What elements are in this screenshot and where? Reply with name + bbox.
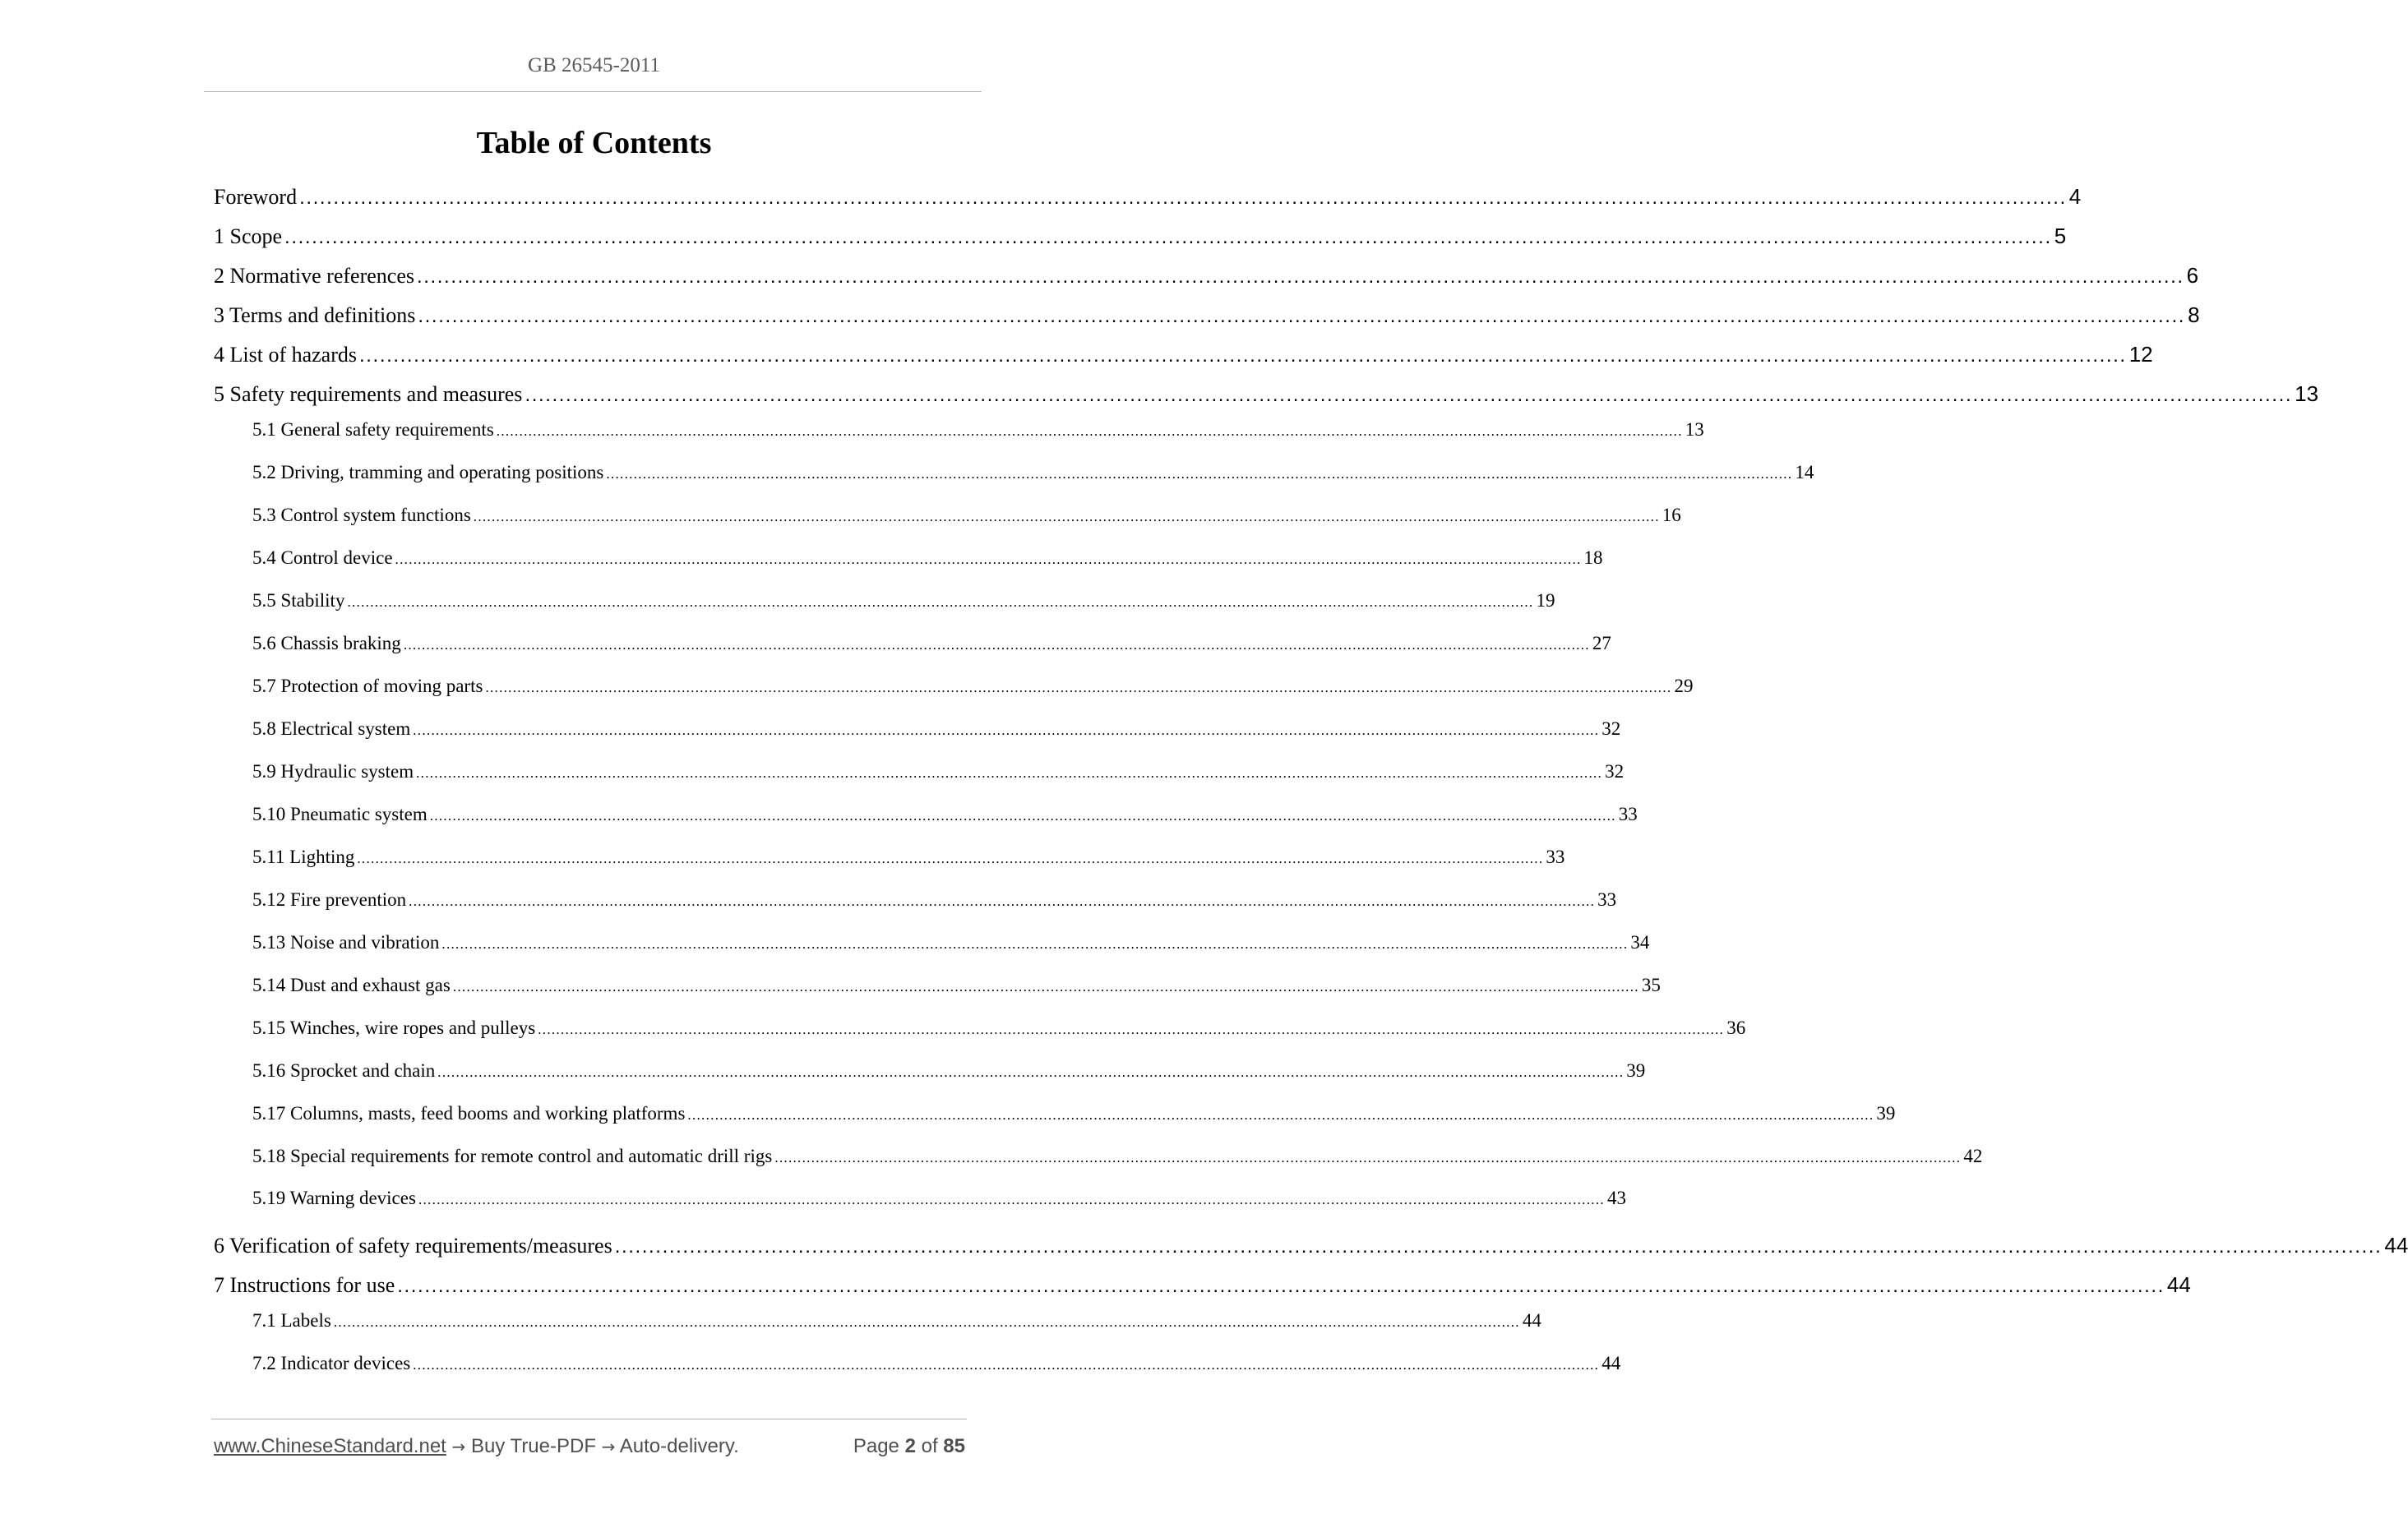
toc-entry-5-5[interactable] — [252, 590, 1555, 616]
toc-entry-5-18[interactable] — [252, 1146, 1983, 1172]
toc-dot-leader: .................................................................................................................................................................................................................................................................... — [452, 979, 1639, 995]
toc-entry-5-11[interactable] — [252, 847, 1565, 873]
toc-entry-page: 4 — [2068, 184, 2082, 209]
toc-entry-page: 44 — [2166, 1272, 2191, 1297]
toc-dot-leader: .................................................................................................................................................................................................................................................................... — [437, 1064, 1625, 1080]
site-link[interactable]: www.ChineseStandard.net — [214, 1435, 446, 1457]
toc-entry-page: 35 — [1641, 975, 1661, 995]
page-indicator — [853, 1435, 965, 1458]
toc-entry-5-6[interactable] — [252, 633, 1611, 659]
toc-entry-label: 4 List of hazards — [214, 343, 358, 367]
toc-entry-terms-and-definitions[interactable] — [214, 302, 2200, 332]
auto-delivery-text: Auto-delivery. — [619, 1435, 739, 1457]
toc-dot-leader: .................................................................................................................................................................................................................................................................... — [333, 1314, 1520, 1330]
toc-entry-label: 5.4 Control device — [252, 547, 393, 568]
toc-entry-5-10[interactable] — [252, 804, 1638, 830]
toc-entry-label: 1 Scope — [214, 224, 283, 248]
toc-dot-leader: .................................................................................................................................................................................................................................................................... — [299, 187, 2067, 209]
toc-dot-leader: .................................................................................................................................................................................................................................................................... — [397, 1275, 2165, 1297]
toc-entry-page: 29 — [1674, 676, 1694, 696]
toc-entry-page: 19 — [1536, 590, 1555, 611]
toc-dot-leader: .................................................................................................................................................................................................................................................................... — [418, 305, 2186, 327]
toc-entry-page: 32 — [1601, 718, 1621, 739]
of-word: of — [921, 1435, 938, 1457]
toc-dot-leader: .................................................................................................................................................................................................................................................................... — [347, 594, 1534, 610]
toc-entry-foreword[interactable] — [214, 184, 2082, 214]
current-page-number: 2 — [904, 1435, 916, 1457]
toc-entry-page: 42 — [1963, 1146, 1983, 1166]
toc-dot-leader: .................................................................................................................................................................................................................................................................... — [687, 1107, 1874, 1123]
toc-entry-7-1[interactable] — [252, 1310, 1541, 1336]
toc-entry-label: 7.1 Labels — [252, 1310, 331, 1331]
toc-entry-page: 14 — [1795, 462, 1814, 482]
toc-dot-leader: .................................................................................................................................................................................................................................................................... — [403, 637, 1590, 653]
toc-dot-leader: .................................................................................................................................................................................................................................................................... — [485, 680, 1672, 695]
toc-entry-label: 2 Normative references — [214, 264, 414, 288]
toc-entry-page: 16 — [1662, 505, 1681, 525]
toc-dot-leader: .................................................................................................................................................................................................................................................................... — [357, 851, 1544, 866]
toc-entry-5-12[interactable] — [252, 889, 1617, 916]
toc-entry-label: 5.10 Pneumatic system — [252, 804, 428, 824]
toc-entry-label: 7 Instructions for use — [214, 1273, 395, 1297]
arrow-right-icon: → — [451, 1437, 466, 1456]
toc-entry-5-13[interactable] — [252, 932, 1650, 958]
toc-entry-5-14[interactable] — [252, 975, 1661, 1001]
toc-entry-label: 5.14 Dust and exhaust gas — [252, 975, 451, 995]
toc-entry-5-15[interactable] — [252, 1018, 1746, 1044]
toc-entry-page: 5 — [2054, 224, 2067, 248]
toc-entry-page: 43 — [1606, 1188, 1626, 1208]
toc-entry-list-of-hazards[interactable] — [214, 342, 2153, 372]
toc-entry-page: 6 — [2186, 263, 2199, 288]
toc-dot-leader: .................................................................................................................................................................................................................................................................... — [416, 265, 2184, 288]
toc-entry-label: 5.5 Stability — [252, 590, 345, 611]
toc-entry-label: 3 Terms and definitions — [214, 303, 416, 327]
toc-entry-label: 5.2 Driving, tramming and operating positions — [252, 462, 604, 482]
toc-entry-page: 33 — [1546, 847, 1565, 867]
toc-dot-leader: .................................................................................................................................................................................................................................................................... — [525, 384, 2293, 406]
toc-entry-7-2[interactable] — [252, 1353, 1621, 1379]
toc-entry-instructions-for-use[interactable] — [214, 1272, 2191, 1302]
toc-dot-leader: .................................................................................................................................................................................................................................................................... — [538, 1022, 1725, 1037]
toc-entry-page: 33 — [1618, 804, 1638, 824]
toc-entry-label: 5.7 Protection of moving parts — [252, 676, 483, 696]
toc-entry-label: 5.19 Warning devices — [252, 1188, 416, 1208]
toc-entry-5-4[interactable] — [252, 547, 1603, 574]
toc-dot-leader: .................................................................................................................................................................................................................................................................... — [606, 466, 1793, 482]
toc-entry-page: 8 — [2188, 302, 2200, 327]
toc-dot-leader: .................................................................................................................................................................................................................................................................... — [496, 423, 1683, 439]
toc-dot-leader: .................................................................................................................................................................................................................................................................... — [429, 808, 1616, 824]
toc-entry-label: 5.12 Fire prevention — [252, 889, 407, 910]
toc-dot-leader: .................................................................................................................................................................................................................................................................... — [774, 1150, 1962, 1165]
toc-entry-5-17[interactable] — [252, 1103, 1896, 1129]
toc-entry-5-2[interactable] — [252, 462, 1814, 488]
toc-entry-5-19[interactable] — [252, 1188, 1626, 1214]
toc-dot-leader: .................................................................................................................................................................................................................................................................... — [413, 1357, 1600, 1373]
arrow-right-icon: → — [601, 1437, 616, 1456]
toc-entry-page: 36 — [1726, 1018, 1746, 1038]
footer-promo — [214, 1435, 739, 1458]
toc-entry-page: 13 — [1685, 419, 1704, 440]
toc-entry-page: 39 — [1626, 1060, 1646, 1081]
toc-entry-label: 5.3 Control system functions — [252, 505, 471, 525]
toc-dot-leader: .................................................................................................................................................................................................................................................................... — [614, 1235, 2383, 1258]
toc-title: Table of Contents — [476, 126, 712, 160]
toc-entry-verification[interactable] — [214, 1233, 2408, 1262]
document-code-header: GB 26545-2011 — [528, 54, 660, 76]
toc-entry-page: 18 — [1583, 547, 1603, 568]
buy-true-pdf-text: Buy True-PDF — [470, 1435, 596, 1457]
toc-entry-page: 32 — [1605, 761, 1625, 782]
toc-entry-5-8[interactable] — [252, 718, 1621, 745]
toc-entry-page: 34 — [1630, 932, 1650, 953]
toc-entry-label: 5.17 Columns, masts, feed booms and working platforms — [252, 1103, 686, 1124]
toc-entry-label: 5.11 Lighting — [252, 847, 355, 867]
toc-entry-5-1[interactable] — [252, 419, 1704, 445]
toc-entry-label: 5.16 Sprocket and chain — [252, 1060, 436, 1081]
toc-dot-leader: .................................................................................................................................................................................................................................................................... — [409, 893, 1596, 909]
toc-entry-label: 6 Verification of safety requirements/measures — [214, 1234, 612, 1258]
toc-entry-label: 5 Safety requirements and measures — [214, 382, 523, 406]
toc-entry-label: 7.2 Indicator devices — [252, 1353, 411, 1373]
toc-entry-scope[interactable] — [214, 224, 2067, 253]
toc-dot-leader: .................................................................................................................................................................................................................................................................... — [284, 226, 2052, 248]
toc-entry-normative-references[interactable] — [214, 263, 2199, 293]
toc-entry-label: 5.9 Hydraulic system — [252, 761, 414, 782]
toc-dot-leader: .................................................................................................................................................................................................................................................................... — [441, 936, 1629, 952]
toc-entry-page: 13 — [2295, 381, 2319, 406]
toc-entry-label: 5.8 Electrical system — [252, 718, 411, 739]
toc-entry-page: 27 — [1592, 633, 1611, 653]
toc-entry-label: 5.1 General safety requirements — [252, 419, 494, 440]
toc-entry-page: 44 — [1601, 1353, 1621, 1373]
toc-entry-5-16[interactable] — [252, 1060, 1646, 1087]
toc-entry-5-3[interactable] — [252, 505, 1681, 531]
total-page-count: 85 — [943, 1435, 965, 1457]
toc-entry-page: 44 — [2384, 1233, 2408, 1258]
toc-entry-label: 5.6 Chassis braking — [252, 633, 401, 653]
toc-entry-5-9[interactable] — [252, 761, 1625, 787]
toc-dot-leader: .................................................................................................................................................................................................................................................................... — [416, 765, 1603, 781]
toc-entry-page: 39 — [1876, 1103, 1896, 1124]
page-word: Page — [853, 1435, 899, 1457]
toc-dot-leader: .................................................................................................................................................................................................................................................................... — [395, 552, 1582, 567]
toc-dot-leader: .................................................................................................................................................................................................................................................................... — [359, 344, 2127, 367]
toc-entry-label: 5.13 Noise and vibration — [252, 932, 440, 953]
toc-entry-label: 5.18 Special requirements for remote control and automatic drill rigs — [252, 1146, 773, 1166]
header-divider — [204, 91, 982, 92]
page-footer — [214, 1435, 970, 1463]
toc-entry-label: Foreword — [214, 185, 298, 209]
toc-entry-page: 44 — [1522, 1310, 1541, 1331]
toc-dot-leader: .................................................................................................................................................................................................................................................................... — [413, 722, 1600, 738]
toc-entry-safety-requirements[interactable] — [214, 381, 2319, 411]
toc-entry-label: 5.15 Winches, wire ropes and pulleys — [252, 1018, 536, 1038]
toc-dot-leader: .................................................................................................................................................................................................................................................................... — [473, 509, 1660, 524]
toc-entry-page: 33 — [1597, 889, 1617, 910]
toc-entry-5-7[interactable] — [252, 676, 1694, 702]
toc-entry-page: 12 — [2128, 342, 2153, 367]
toc-dot-leader: .................................................................................................................................................................................................................................................................... — [418, 1192, 1605, 1207]
